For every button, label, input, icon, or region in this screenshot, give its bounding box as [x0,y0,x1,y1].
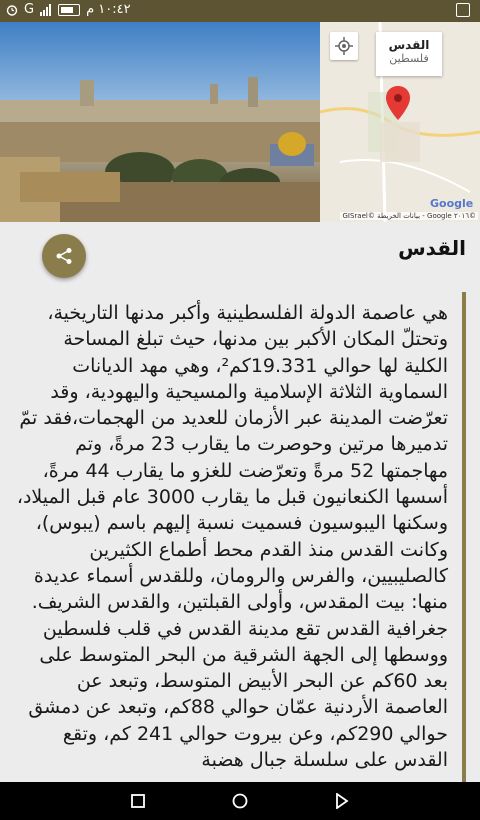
map-place-name: القدس [388,38,430,52]
status-left [6,2,131,17]
clock: ١٠:٤٢ م [86,2,131,17]
battery-icon [58,4,80,16]
city-skyline-image [0,22,320,222]
google-logo: Google [430,197,474,210]
my-location-button[interactable] [330,32,358,60]
system-navigation-bar [0,782,480,820]
home-button[interactable] [228,790,252,812]
city-photo [0,22,320,222]
status-right [456,3,470,21]
share-button[interactable] [42,234,86,278]
status-bar [0,0,480,22]
share-icon [55,247,73,265]
square-icon [131,794,145,808]
network-type: G [24,2,35,17]
recent-apps-button[interactable] [126,790,150,812]
crosshair-icon [335,37,353,55]
article-body: هي عاصمة الدولة الفلسطينية وأكبر مدنها التاريخية، وتحتلّ المكان الأكبر بين مدنها، حيث تبلغ المساحة الكلية لها حوالي 19.331كم²، وهي مهد الديانات السماوية الثلاثة الإسلامية والمسيحية واليهودية، وقد تعرّضت المدينة عبر الأزمان للعديد من الهجمات،فقد تمّ تدميرها مرتين وحوصرت ما يقارب 23 مرةً، وتم مهاجمتها 52 مرةً وتعرّضت للغزو ما يقارب 44 مرةً، أسسها الكنعانيون قبل ما يقارب 3000 عام قبل الميلاد، وسكنها اليبوسيون فسميت نسبة إليهم باسم (يبوس)، وكانت القدس منذ القدم محط أطماع الكثيرين كالصليبيين، والفرس والرومان، وللقدس أسماء عديدة منها: بيت المقدس، وأولى القبلتين، والقدس الشريف. جغرافية القدس تقع مدينة القدس في قلب فلسطين ووسطها إلى الجهة الشرقية من البحر المتوسط على بعد 60كم عن البحر الأبيض المتوسط، وتبعد عن العاصمة الأردنية عمّان حوالي 88كم، وتبعد عن دمشق حوالي 290كم، وعن بيروت حوالي 241 كم، وتقع القدس على سلسلة جبال هضبة [16,302,448,772]
article-title: القدس [398,236,466,260]
notification-icon [456,3,470,17]
back-button[interactable] [330,790,354,812]
quote-accent-bar [462,292,466,782]
map-pin-icon[interactable] [386,86,410,124]
alarm-icon [6,4,18,16]
map-info-window[interactable] [376,32,442,76]
triangle-back-icon [335,793,349,809]
location-map[interactable] [320,22,480,222]
header-media [0,22,480,222]
map-attribution: GISrael© بيانات الخريطة - Google ٢٠١٦© [342,212,476,220]
article-body-container[interactable] [16,292,466,782]
map-region: فلسطين [389,52,429,65]
circle-icon [232,793,248,809]
signal-icon [40,4,52,16]
